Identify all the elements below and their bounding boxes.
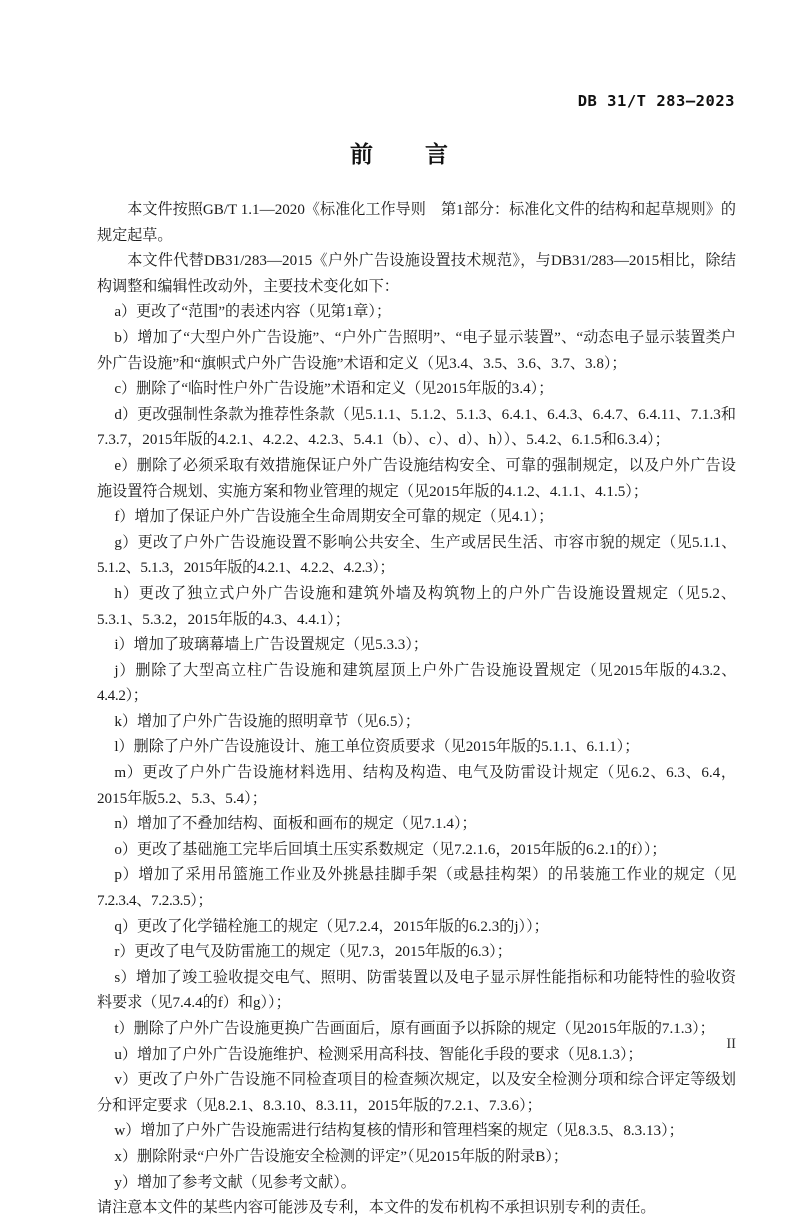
change-item-y: y）增加了参考文献（见参考文献）。 — [114, 1174, 356, 1191]
change-item-a: a）更改了“范围”的表述内容（见第1章）； — [114, 304, 392, 321]
closing-paragraph: 请注意本文件的某些内容可能涉及专利，本文件的发布机构不承担识别专利的责任。 — [97, 1200, 656, 1217]
change-item-o: o）更改了基础施工完毕后回填土压实系数规定（见7.2.1.6，2015年版的6.2.1的f））； — [114, 841, 667, 858]
change-item-r: r）更改了电气及防雷施工的规定（见7.3，2015年版的6.3）； — [114, 944, 512, 961]
page-title: 前 言 — [350, 142, 450, 168]
change-item-b: b）增加了“大型户外广告设施”、“户外广告照明”、“电子显示装置”、“动态电子显示装置类户外广告设施”和“旗帜式户外广告设施”术语和定义（见3.4、3.5、3.6、3.7、3.8）； — [97, 329, 736, 372]
change-item-v: v）更改了户外广告设施不同检查项目的检查频次规定，以及安全检测分项和综合评定等级划分和评定要求（见8.2.1、8.3.10、8.3.11，2015年版的7.2.1、7.3.6）； — [97, 1072, 736, 1114]
change-item-t: t）删除了户外广告设施更换广告画面后，原有画面予以拆除的规定（见2015年版的7.1.3）； — [114, 1021, 715, 1037]
change-item-d: d）更改强制性条款为推荐性条款（见5.1.1、5.1.2、5.1.3、6.4.1、6.4.3、6.4.7、6.4.11、7.1.3和7.3.7，2015年版的4.2.1、4.2.2、4.2.3、5.4.1（b）、c）、d）、h））、5.4.2、6.1.5和6.3.4）； — [97, 406, 736, 449]
change-item-m: m）更改了户外广告设施材料选用、结构及构造、电气及防雷设计规定（见6.2、6.3、6.4，2015年版5.2、5.3、5.4）； — [97, 765, 736, 807]
change-item-k: k）增加了户外广告设施的照明章节（见6.5）； — [114, 713, 421, 730]
change-item-l: l）删除了户外广告设施设计、施工单位资质要求（见2015年版的5.1.1、6.1.1）； — [114, 739, 640, 756]
change-item-e: e）删除了必须采取有效措施保证户外广告设施结构安全、可靠的强制规定，以及户外广告设施设置符合规划、实施方案和物业管理的规定（见2015年版的4.1.2、4.1.1、4.1.5）； — [97, 457, 736, 500]
change-item-n: n）增加了不叠加结构、面板和画布的规定（见7.1.4）； — [114, 816, 477, 833]
change-item-j: j）删除了大型高立柱广告设施和建筑屋顶上户外广告设施设置规定（见2015年版的4.3.2、4.4.2）； — [97, 662, 736, 705]
page-number: II — [726, 1036, 736, 1052]
running-header-standard-number: DB 31/T 283—2023 — [577, 92, 735, 110]
change-item-x: x）删除附录“户外广告设施安全检测的评定”（见2015年版的附录B）； — [114, 1148, 568, 1165]
change-item-f: f）增加了保证户外广告设施全生命周期安全可靠的规定（见4.1）； — [114, 509, 554, 526]
change-item-p: p）增加了采用吊篮施工作业及外挑悬挂脚手架（或悬挂构架）的吊装施工作业的规定（见7.2.3.4、7.2.3.5）； — [97, 867, 736, 910]
change-item-c: c）删除了“临时性户外广告设施”术语和定义（见2015年版的3.4）； — [114, 381, 554, 398]
intro-paragraph-2: 本文件代替DB31/283—2015《户外广告设施设置技术规范》，与DB31/283—2015相比，除结构调整和编辑性改动外，主要技术变化如下： — [97, 253, 736, 295]
foreword-body — [97, 198, 736, 1222]
change-item-u: u）增加了户外广告设施维护、检测采用高科技、智能化手段的要求（见8.1.3）； — [114, 1046, 643, 1063]
change-item-q: q）更改了化学锚栓施工的规定（见7.2.4，2015年版的6.2.3的j））； — [114, 918, 549, 935]
change-item-i: i）增加了玻璃幕墙上广告设置规定（见5.3.3）； — [114, 637, 428, 654]
change-item-g: g）更改了户外广告设施设置不影响公共安全、生产或居民生活、市容市貌的规定（见5.1.1、5.1.2、5.1.3，2015年版的4.2.1、4.2.2、4.2.3）； — [97, 534, 736, 577]
change-item-w: w）增加了户外广告设施需进行结构复核的情形和管理档案的规定（见8.3.5、8.3.13）； — [114, 1123, 684, 1140]
change-item-s: s）增加了竣工验收提交电气、照明、防雷装置以及电子显示屏性能指标和功能特性的验收资料要求（见7.4.4的f）和g））； — [97, 969, 736, 1012]
intro-paragraph-1: 本文件按照GB/T 1.1—2020《标准化工作导则 第1部分：标准化文件的结构和起草规则》的规定起草。 — [97, 202, 736, 244]
change-item-h: h）更改了独立式户外广告设施和建筑外墙及构筑物上的户外广告设施设置规定（见5.2、5.3.1、5.3.2，2015年版的4.3、4.4.1）； — [97, 585, 736, 628]
